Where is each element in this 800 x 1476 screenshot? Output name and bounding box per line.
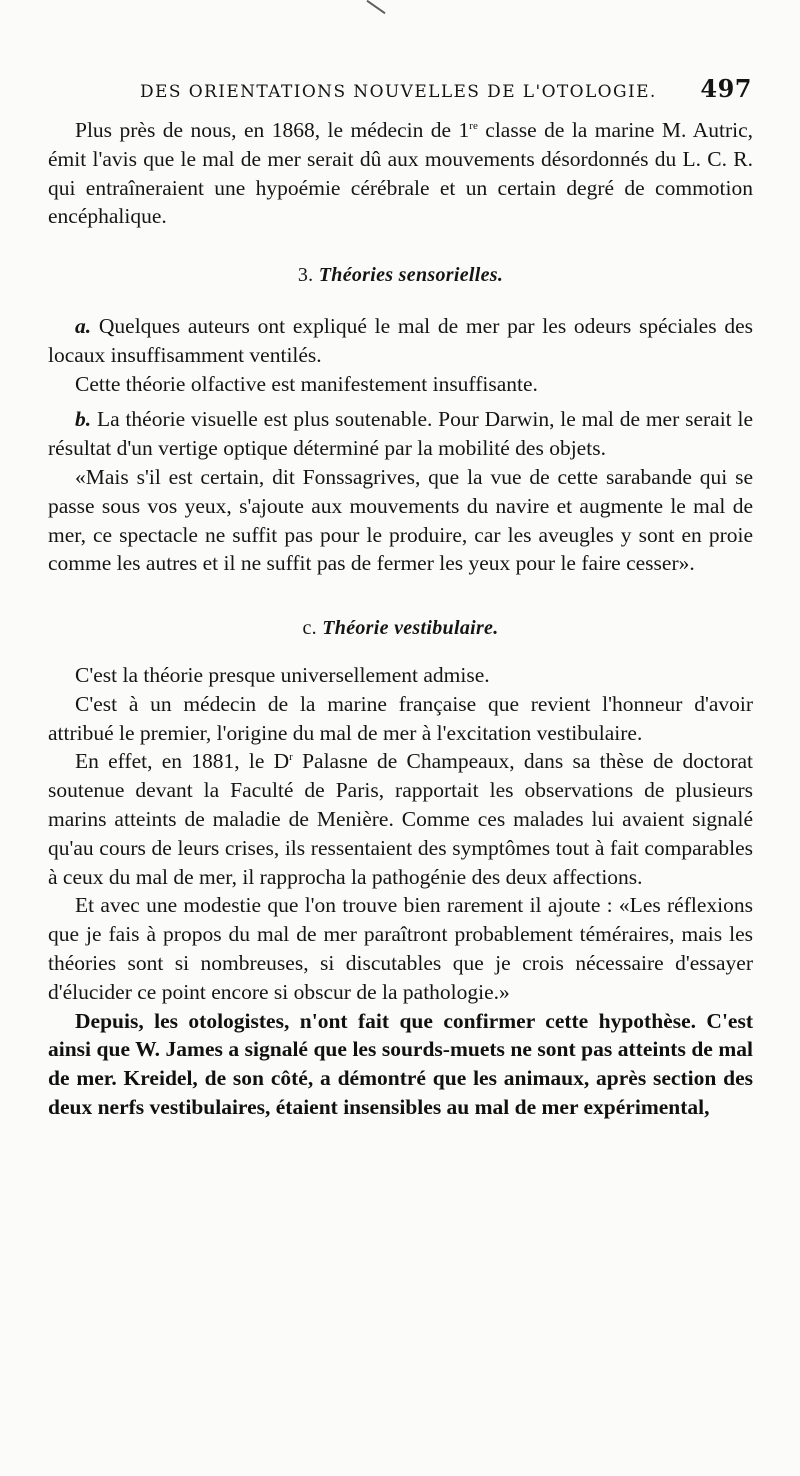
section-title-vestibular: Théorie vestibulaire. (322, 617, 499, 640)
item-label-b: b. (75, 407, 92, 432)
paragraph-visual-text: La théorie visuelle est plus soutenable. Pour Darwin, le mal de mer serait le résultat d'un vertige optique déterminé par la mobilité des objets. (48, 407, 753, 461)
superscript-r: r (289, 751, 293, 764)
item-label-c: c. (302, 617, 317, 640)
section-heading-vestibular (48, 614, 753, 643)
running-head: DES ORIENTATIONS NOUVELLES DE L'OTOLOGIE. (140, 82, 657, 102)
body-text (48, 116, 753, 1122)
page-number: 497 (700, 74, 752, 103)
paragraph-olfactory-conclusion: Cette théorie olfactive est manifestement insuffisante. (75, 371, 538, 396)
paragraph-visual (48, 405, 753, 463)
scan-mark (366, 0, 385, 14)
paragraph-otologists: Depuis, les otologistes, n'ont fait que confirmer cette hypothèse. C'est ainsi que W. James a signalé que les sourds-muets ne sont pas atteints de mal de mer. Kreidel, de son côté, a démontré que les animaux, après section des deux nerfs vestibulaires, étaient insensibles au mal de mer expérimental, (48, 1008, 753, 1119)
section-number: 3. (297, 264, 314, 287)
paragraph-champeaux-text-b: Palasne de Champeaux, dans sa thèse de doctorat soutenue devant la Faculté de Paris, rapportait les observations de plusieurs marins atteints de maladie de Menière. Comme ces malades lui avaient signalé qu'au cours de leurs crises, ils ressentaient des symptômes tout à fait comparables à ceux du mal de mer, il rapprocha la pathogénie des deux affections. (48, 749, 753, 889)
section-title-sensory: Théories sensorielles. (318, 264, 504, 287)
superscript-re: re (469, 119, 478, 132)
paragraph-french-physician: C'est à un médecin de la marine française que revient l'honneur d'avoir attribué le premier, l'origine du mal de mer à l'excitation vestibulaire. (48, 691, 753, 745)
paragraph-champeaux (48, 747, 753, 891)
paragraph-champeaux-text-a: En effet, en 1881, le D (75, 749, 290, 774)
paragraph-olfactory-text: Quelques auteurs ont expliqué le mal de mer par les odeurs spéciales des locaux insuffisamment ventilés. (48, 313, 753, 367)
paragraph-autric-text-b: classe de la marine M. Autric, émit l'avis que le mal de mer serait dû aux mouvements désordonnés du L. C. R. qui entraîneraient une hypoémie cérébrale et un certain degré de commotion encéphalique. (48, 118, 753, 229)
paragraph-modesty-quote: Et avec une modestie que l'on trouve bien rarement il ajoute : «Les réflexions que je fais à propos du mal de mer paraîtront probablement téméraires, mais les théories sont si nombreuses, si discutables que je crois nécessaire d'essayer d'élucider ce point encore si obscur de la pathologie.» (48, 893, 753, 1004)
paragraph-vestibular-admitted: C'est la théorie presque universellement admise. (75, 662, 490, 687)
paragraph-fonssagrives-quote: «Mais s'il est certain, dit Fonssagrives, que la vue de cette sarabande qui se passe sous vos yeux, s'ajoute aux mouvements du navire et augmente le mal de mer, ce spectacle ne suffit pas pour le produire, car les aveugles y sont en proie comme les autres et il ne suffit pas de fermer les yeux pour le faire cesser». (48, 464, 753, 576)
section-heading-sensory (48, 261, 753, 290)
item-label-a: a. (75, 313, 92, 338)
paragraph-autric (48, 116, 753, 231)
page-header (140, 74, 752, 110)
paragraph-olfactory (48, 312, 753, 370)
paragraph-autric-text-a: Plus près de nous, en 1868, le médecin de 1 (75, 118, 470, 142)
